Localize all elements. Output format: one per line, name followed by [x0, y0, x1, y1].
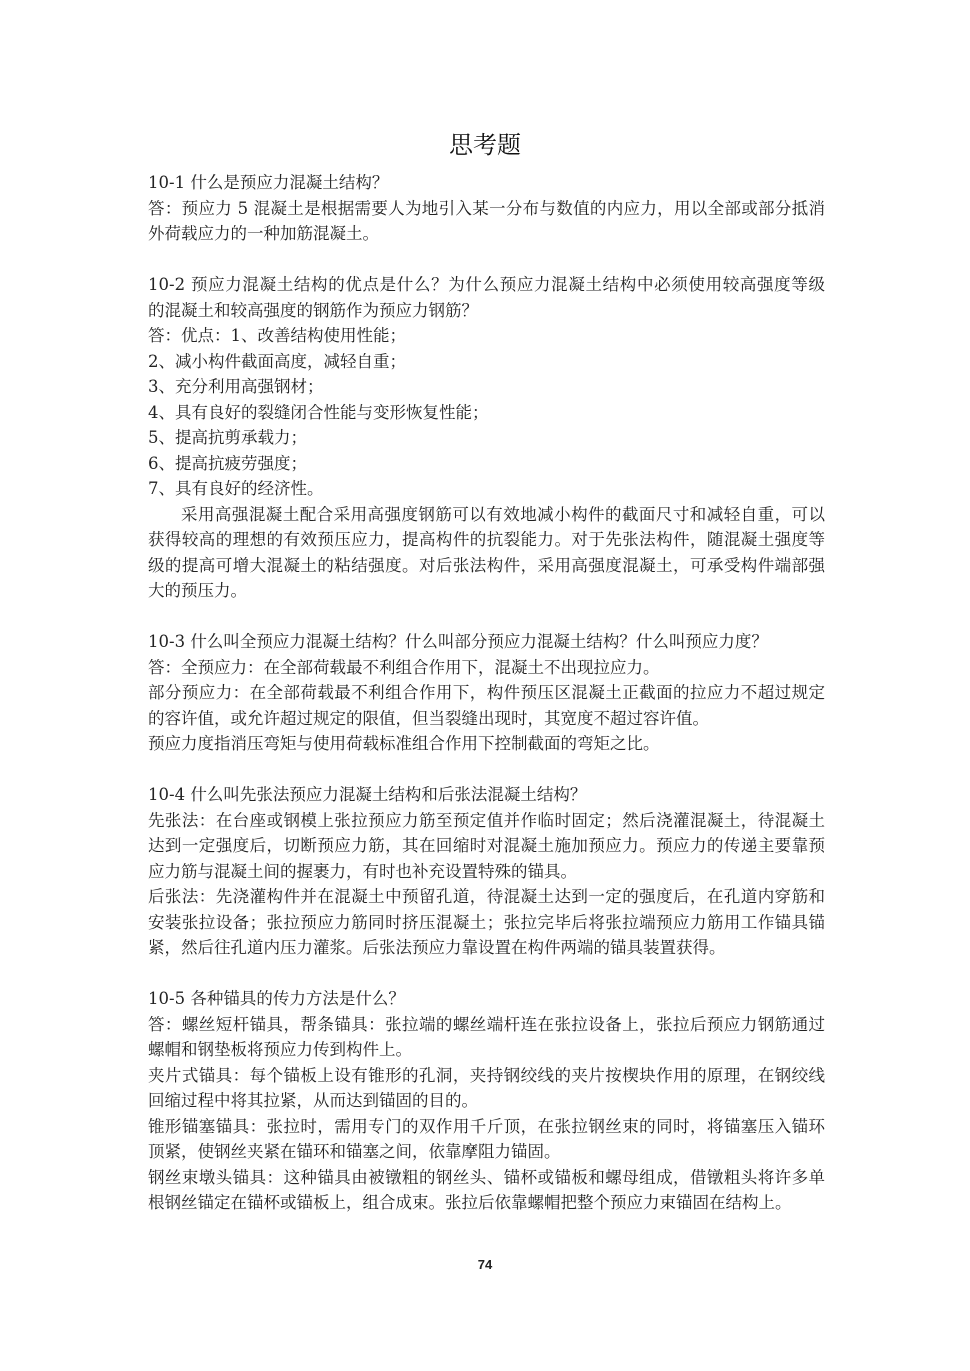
text-line: 达到一定强度后，切断预应力筋，其在回缩时对混凝土施加预应力。预应力的传递主要靠预 — [148, 836, 825, 855]
question-section — [148, 782, 825, 961]
question-heading — [148, 986, 825, 1012]
text-line: 10-1 什么是预应力混凝土结构？ — [148, 173, 389, 192]
answer-paragraph — [148, 680, 825, 731]
text-line: 先张法：在台座或钢模上张拉预应力筋至预定值并作临时固定；然后浇灌混凝土，待混凝土 — [148, 810, 825, 830]
text-line: 答：螺丝短杆锚具，帮条锚具：张拉端的螺丝端杆连在张拉设备上，张拉后预应力钢筋通过 — [148, 1014, 825, 1034]
question-heading — [148, 629, 825, 655]
answer-paragraph — [148, 323, 825, 349]
text-line: 10-3 什么叫全预应力混凝土结构？什么叫部分预应力混凝土结构？什么叫预应力度？ — [148, 632, 768, 651]
text-line: 螺帽和钢垫板将预应力传到构件上。 — [148, 1040, 412, 1059]
text-line: 后张法：先浇灌构件并在混凝土中预留孔道，待混凝土达到一定的强度后，在孔道内穿筋和 — [148, 887, 825, 906]
text-line: 的容许值，或允许超过规定的限值，但当裂缝出现时，其宽度不超过容许值。 — [148, 708, 709, 728]
text-line: 7、具有良好的经济性。 — [148, 479, 324, 498]
answer-paragraph — [148, 1114, 825, 1165]
text-line: 安装张拉设备；张拉预应力筋同时挤压混凝土；张拉完毕后将张拉端预应力筋用工作锚具锚 — [148, 912, 825, 932]
answer-paragraph — [148, 196, 825, 247]
text-line: 10-4 什么叫先张法预应力混凝土结构和后张法混凝土结构？ — [148, 785, 587, 804]
question-section — [148, 986, 825, 1216]
text-line: 顶紧，使钢丝夹紧在锚环和锚塞之间，依靠摩阻力锚固。 — [148, 1142, 561, 1161]
answer-paragraph — [148, 884, 825, 961]
text-line: 部分预应力：在全部荷载最不利组合作用下，构件预压区混凝土正截面的拉应力不超过规定 — [148, 683, 825, 702]
answer-paragraph — [148, 476, 825, 502]
text-line: 答：全预应力：在全部荷载最不利组合作用下，混凝土不出现拉应力。 — [148, 657, 660, 677]
answer-paragraph — [148, 349, 825, 375]
page-number: 74 — [477, 1257, 493, 1272]
answer-paragraph — [148, 374, 825, 400]
answer-paragraph — [148, 1165, 825, 1216]
answer-paragraph — [148, 400, 825, 426]
text-line: 10-5 各种锚具的传力方法是什么？ — [148, 989, 405, 1008]
document-body — [148, 170, 825, 1241]
text-line: 答：预应力 5 混凝土是根据需要人为地引入某一分布与数值的内应力，用以全部或部分抵消 — [148, 198, 825, 218]
text-line: 夹片式锚具：每个锚板上设有锥形的孔洞，夹持钢绞线的夹片按楔块作用的原理，在钢绞线 — [148, 1065, 825, 1085]
text-line: 预应力度指消压弯矩与使用荷载标准组合作用下控制截面的弯矩之比。 — [148, 734, 660, 753]
text-line: 级的提高可增大混凝土的粘结强度。对后张法构件，采用高强度混凝土，可承受构件端部强 — [148, 555, 825, 575]
text-line: 答：优点：1、改善结构使用性能； — [148, 326, 406, 345]
text-line: 2、减小构件截面高度，减轻自重； — [148, 351, 406, 371]
question-heading — [148, 782, 825, 808]
question-heading — [148, 272, 825, 323]
page-title: 思考题 — [449, 131, 521, 159]
answer-paragraph — [148, 1063, 825, 1114]
text-line: 的混凝土和较高强度的钢筋作为预应力钢筋？ — [148, 300, 478, 320]
question-section — [148, 272, 825, 604]
text-line: 根钢丝锚定在锚杯或锚板上，组合成束。张拉后依靠螺帽把整个预应力束锚固在结构上。 — [148, 1193, 792, 1212]
question-section — [148, 170, 825, 247]
text-line: 获得较高的理想的有效预压应力，提高构件的抗裂能力。对于先张法构件，随混凝土强度等 — [148, 530, 825, 549]
text-line: 应力筋与混凝土间的握裹力，有时也补充设置特殊的锚具。 — [148, 861, 577, 881]
answer-paragraph — [148, 1012, 825, 1063]
text-line: 外荷载应力的一种加筋混凝土。 — [148, 224, 379, 243]
text-line: 锥形锚塞锚具：张拉时，需用专门的双作用千斤顶，在张拉钢丝束的同时，将锚塞压入锚环 — [148, 1116, 825, 1136]
text-line: 大的预压力。 — [148, 581, 247, 600]
answer-paragraph — [148, 808, 825, 885]
answer-paragraph — [148, 502, 825, 604]
text-line: 回缩过程中将其拉紧，从而达到锚固的目的。 — [148, 1091, 478, 1110]
text-line: 3、充分利用高强钢材； — [148, 377, 324, 396]
text-line: 钢丝束墩头锚具：这种锚具由被镦粗的钢丝头、锚杯或锚板和螺母组成，借镦粗头将许多单 — [148, 1167, 825, 1187]
question-heading — [148, 170, 825, 196]
answer-paragraph — [148, 425, 825, 451]
text-line: 10-2 预应力混凝土结构的优点是什么？为什么预应力混凝土结构中必须使用较高强度等级 — [148, 275, 825, 294]
text-line: 4、具有良好的裂缝闭合性能与变形恢复性能； — [148, 402, 489, 422]
text-line: 采用高强混凝土配合采用高强度钢筋可以有效地减小构件的截面尺寸和减轻自重，可以 — [181, 504, 825, 524]
answer-paragraph — [148, 655, 825, 681]
question-section — [148, 629, 825, 757]
answer-paragraph — [148, 731, 825, 757]
text-line: 6、提高抗疲劳强度； — [148, 453, 307, 473]
text-line: 5、提高抗剪承载力； — [148, 428, 307, 447]
text-line: 紧，然后往孔道内压力灌浆。后张法预应力靠设置在构件两端的锚具装置获得。 — [148, 938, 726, 957]
answer-paragraph — [148, 451, 825, 477]
